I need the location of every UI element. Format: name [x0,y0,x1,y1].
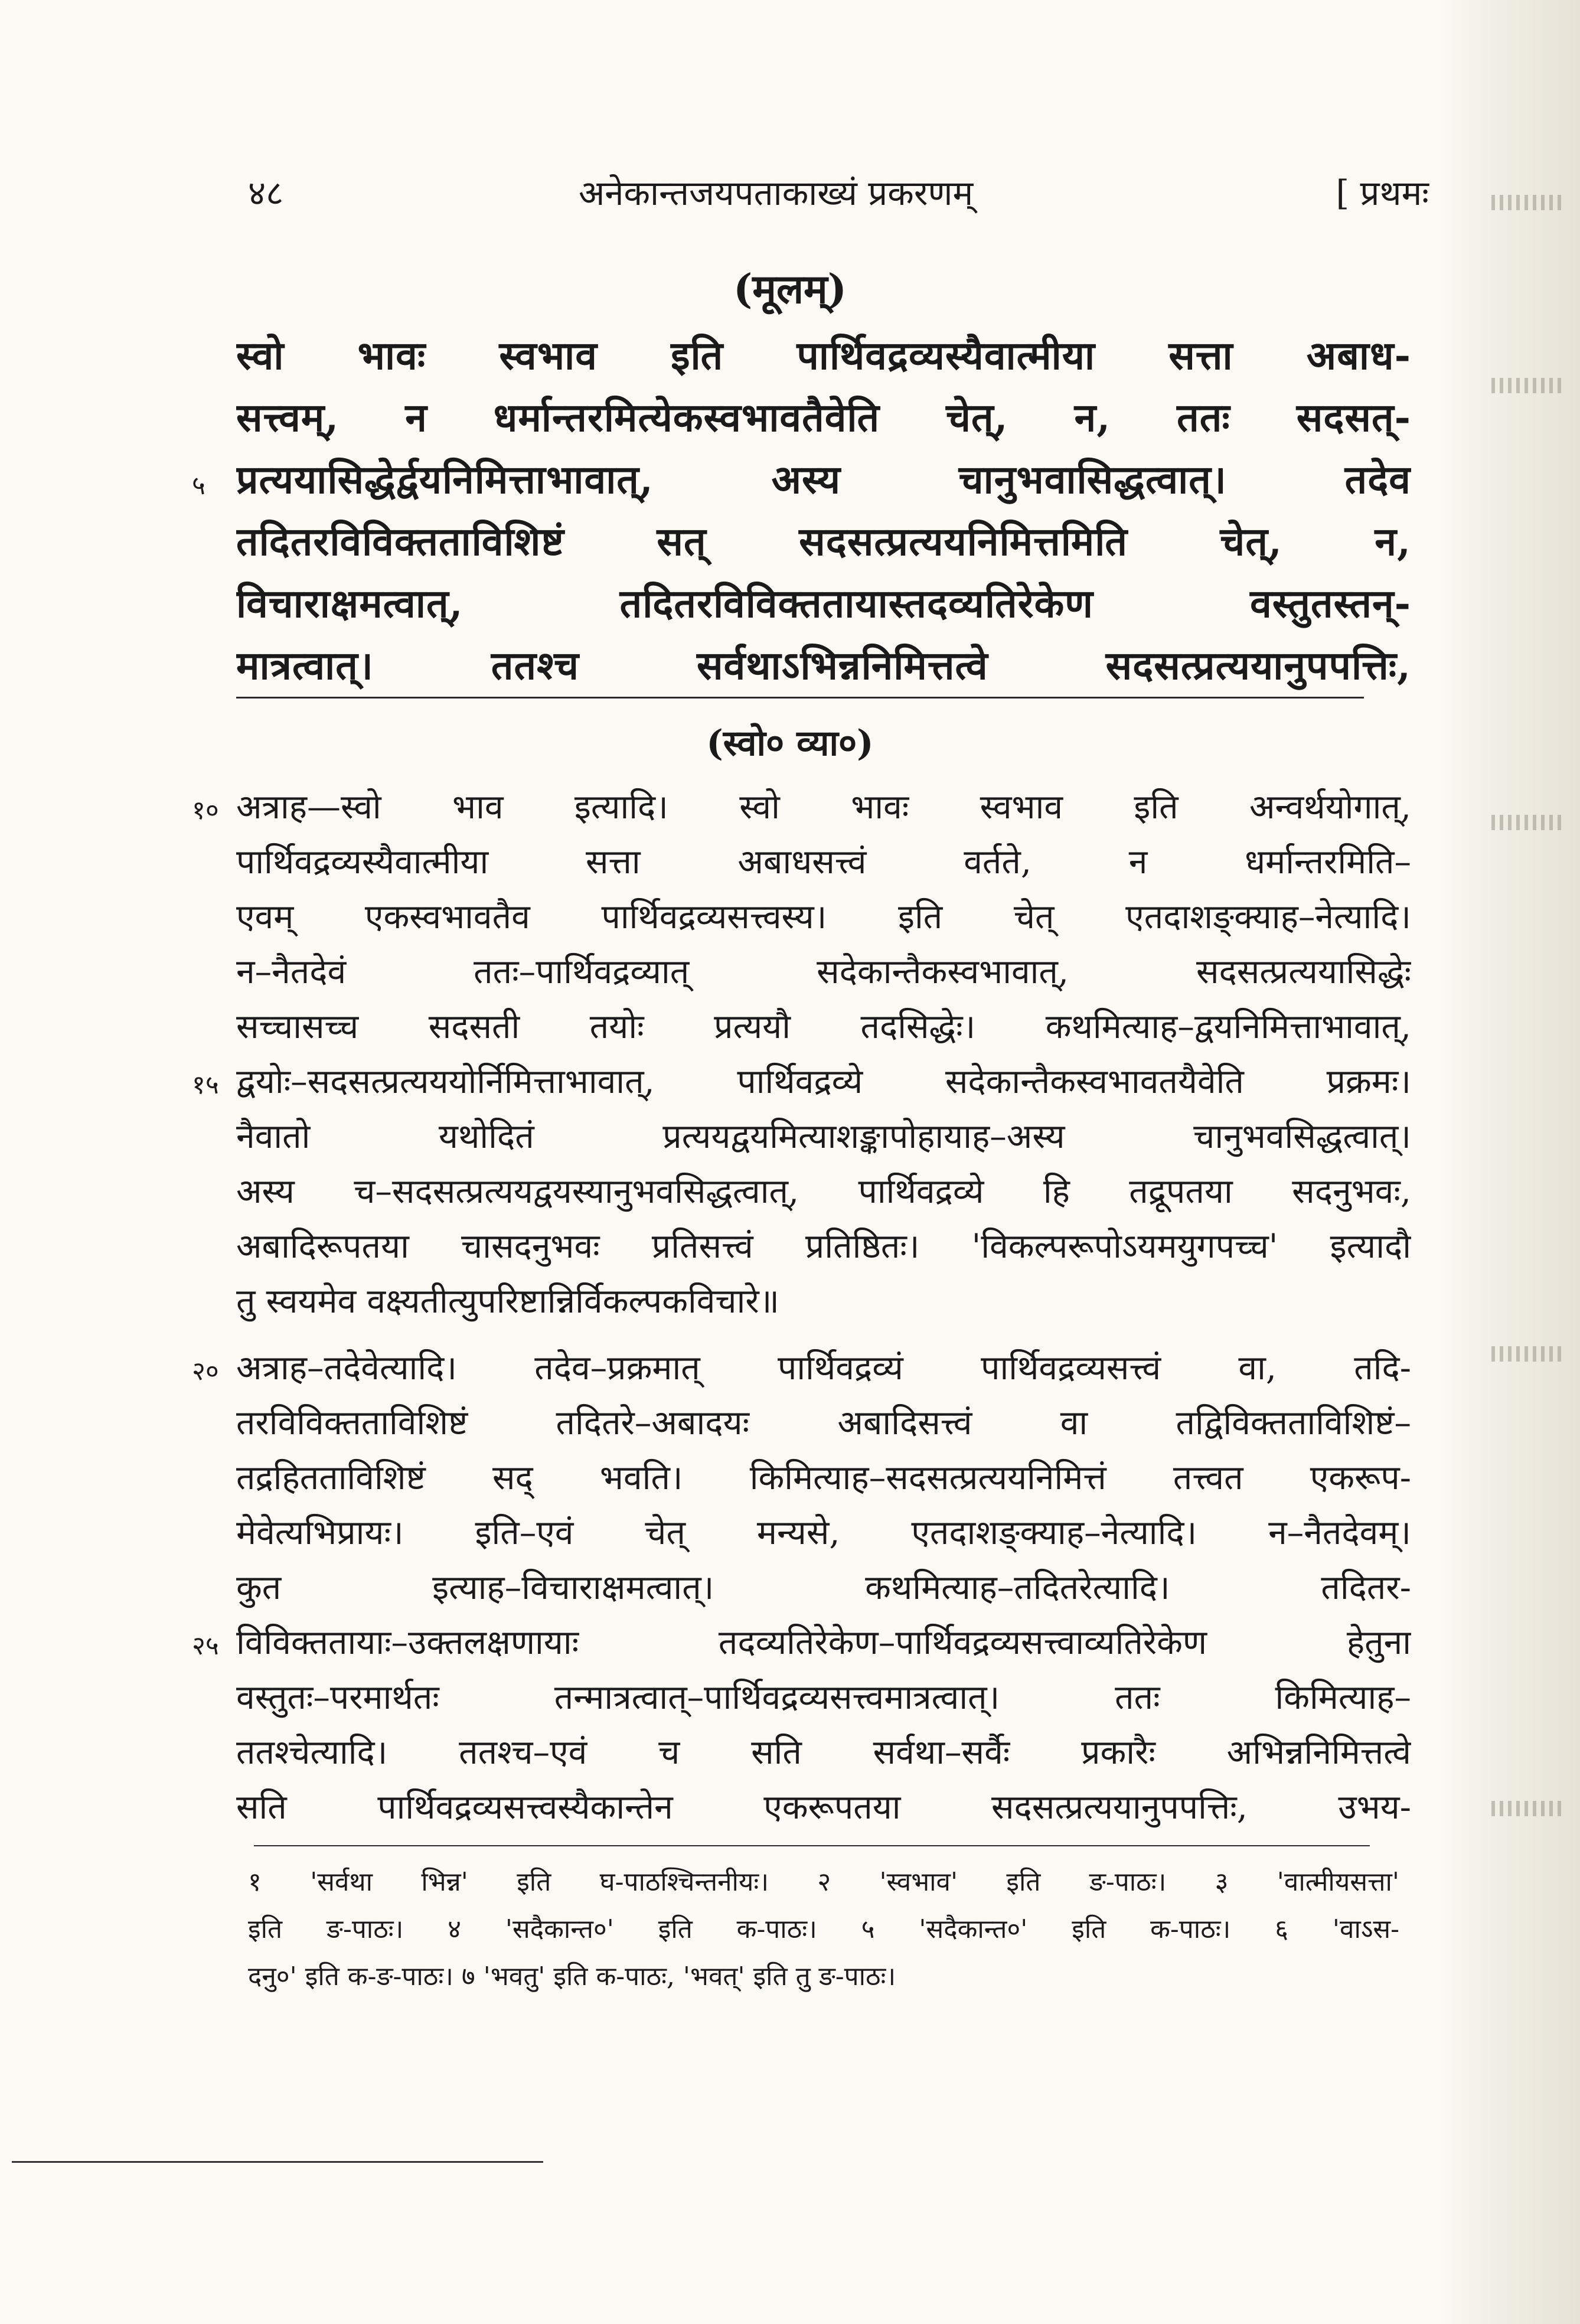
footnote-line: इति ङ-पाठः। ४ 'सदैकान्त०' इति क-पाठः। ५ 'सदैकान्त०' इति क-पाठः। ६ 'वाऽस- [248,1914,1399,1944]
mula-line: प्रत्ययासिद्धेर्द्वयनिमित्ताभावात्, अस्य चानुभवासिद्धत्वात्। तदेव [236,456,1411,502]
commentary-line: पार्थिवद्रव्यस्यैवात्मीया सत्ता अबाधसत्त्वं वर्तते, न धर्मान्तरमिति– [236,843,1411,882]
bottom-rule [12,2161,543,2163]
commentary-line: सच्चासच्च सदसती तयोः प्रत्ययौ तदसिद्धेः। कथमित्याह–द्वयनिमित्ताभावात्, [236,1007,1411,1046]
footnote-line: दनु०' इति क-ङ-पाठः। ७ 'भवतु' इति क-पाठः, 'भवत्' इति तु ङ-पाठः। [248,1961,896,1992]
commentary-line: वस्तुतः–परमार्थतः तन्मात्रत्वात्–पार्थिवद्रव्यसत्त्वमात्रत्वात्। ततः किमित्याह– [236,1678,1411,1717]
line-number: ५ [192,471,205,501]
mula-heading: (मूलम्) [733,266,847,313]
line-number: २० [192,1356,219,1386]
commentary-line: ततश्चेत्यादि। ततश्च–एवं च सति सर्वथा–सर्वैः प्रकारैः अभिन्ननिमित्तत्वे [236,1733,1411,1772]
gutter-mark [1491,378,1562,393]
commentary-line: एवम् एकस्वभावतैव पार्थिवद्रव्यसत्त्वस्य। इति चेत् एतदाशङ्क्याह–नेत्यादि। [236,897,1411,936]
commentary-line: द्वयोः–सदसत्प्रत्यययोर्निमित्ताभावात्, पार्थिवद्रव्ये सदेकान्तैकस्वभावतयैवेति प्रक्रमः। [236,1062,1411,1101]
commentary-line: न–नैतदेवं ततः–पार्थिवद्रव्यात् सदेकान्तैकस्वभावात्, सदसत्प्रत्ययासिद्धेः [236,952,1411,991]
scan-edge-shadow [1438,0,1580,2324]
vyakhya-heading: (स्वो० व्या०) [706,723,874,764]
line-number: २५ [192,1631,219,1661]
commentary-line: तु स्वयमेव वक्ष्यतीत्युपरिष्टान्निर्विकल्पकविचारे॥ [236,1282,779,1321]
gutter-mark [1491,195,1562,210]
commentary-line: सति पार्थिवद्रव्यसत्त्वस्यैकान्तेन एकरूपतया सदसत्प्रत्ययानुपपत्तिः, उभय- [236,1788,1411,1827]
mula-line: मात्रत्वात्। ततश्च सर्वथाऽभिन्ननिमित्तत्वे सदसत्प्रत्ययानुपपत्तिः, [236,642,1411,688]
commentary-line: तद्रहितताविशिष्टं सद् भवति। किमित्याह–सदसत्प्रत्ययनिमित्तं तत्त्वत एकरूप- [236,1458,1411,1497]
mula-line: तदितरविविक्तताविशिष्टं सत् सदसत्प्रत्ययनिमित्तमिति चेत्, न, [236,518,1411,564]
commentary-line: मेवेत्यभिप्रायः। इति–एवं चेत् मन्यसे, एतदाशङ्क्याह–नेत्यादि। न–नैतदेवम्। [236,1513,1411,1552]
footnote-line: १ 'सर्वथा भिन्न' इति घ-पाठश्चिन्तनीयः। २ 'स्वभाव' इति ङ-पाठः। ३ 'वात्मीयसत्ता' [248,1867,1399,1897]
gutter-mark [1491,815,1562,830]
footnote-divider [254,1845,1370,1846]
commentary-line: तरविविक्तताविशिष्टं तदितरे–अबादयः अबादिसत्त्वं वा तद्विविक्तताविशिष्टं– [236,1403,1411,1442]
book-title: अनेकान्तजयपताकाख्यं प्रकरणम् [579,173,974,213]
line-number: १० [192,795,219,825]
commentary-line: कुत इत्याह–विचाराक्षमत्वात्। कथमित्याह–तदितरेत्यादि। तदितर- [236,1568,1411,1607]
commentary-line: अत्राह–तदेवेत्यादि। तदेव–प्रक्रमात् पार्थिवद्रव्यं पार्थिवद्रव्यसत्त्वं वा, तदि- [236,1349,1411,1388]
mula-line: स्वो भावः स्वभाव इति पार्थिवद्रव्यस्यैवात्मीया सत्ता अबाध- [236,332,1411,378]
gutter-mark [1491,1346,1562,1362]
gutter-mark [1491,1801,1562,1816]
section-label: [ प्रथमः [1336,173,1429,213]
commentary-line: नैवातो यथोदितं प्रत्ययद्वयमित्याशङ्कापोहायाह–अस्य चानुभवसिद्धत्वात्। [236,1117,1411,1156]
commentary-line: विविक्ततायाः–उक्तलक्षणायाः तदव्यतिरेकेण–पार्थिवद्रव्यसत्त्वाव्यतिरेकेण हेतुना [236,1623,1411,1662]
mula-line: विचाराक्षमत्वात्, तदितरविविक्ततायास्तदव्यतिरेकेण वस्तुतस्तन्- [236,580,1411,626]
commentary-line: अस्य च–सदसत्प्रत्ययद्वयस्यानुभवसिद्धत्वात्, पार्थिवद्रव्ये हि तद्रूपतया सदनुभवः, [236,1172,1411,1211]
commentary-line: अबादिरूपतया चासदनुभवः प्रतिसत्त्वं प्रतिष्ठितः। 'विकल्परूपोऽयमयुगपच्च' इत्यादौ [236,1227,1411,1266]
section-divider [236,697,1364,698]
mula-line: सत्त्वम्, न धर्मान्तरमित्येकस्वभावतैवेति चेत्, न, ततः सदसत्- [236,394,1411,440]
running-header [236,168,1452,216]
commentary-line: अत्राह—स्वो भाव इत्यादि। स्वो भावः स्वभाव इति अन्वर्थयोगात्, [236,788,1411,827]
line-number: १५ [192,1070,219,1100]
page-number: ४८ [248,173,284,213]
